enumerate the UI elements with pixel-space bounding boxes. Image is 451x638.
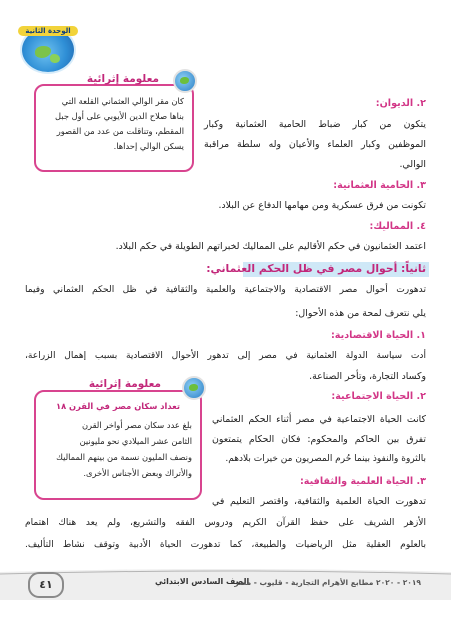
edition-label: ٢٠١٩ - ٢٠٢٠ مطابع الأهرام التجارية - قليوب - مصر [234,578,421,587]
science-line: بالعلوم العقلية مثل الرياضيات والطبيعة، كما تدهورت الحياة الأدبية وتوقف نشاط التأليف. [25,540,426,550]
diwan-line: يتكون من كبار ضباط الحامية العثمانية وكبار [204,119,426,130]
social-line: كانت الحياة الاجتماعية في مصر أثناء الحكم العثماني [212,414,426,425]
box2-line: والأتراك وبعض الأجناس الأخرى. [83,468,192,478]
mamluks-line: اعتمد العثمانيون في حكم الأقاليم على المماليك لخبراتهم الطويلة في حكم البلاد. [115,241,426,252]
social-line: بالثروة والنفوذ بينما حُرم المصريون من خيرات بلادهم. [225,454,426,464]
enrichment-box-2-text [44,417,192,481]
globe-icon [182,376,206,400]
science-line: الأزهر الشريف على حفظ القرآن الكريم ودروس الفقه والتشريع، ولم يعد هناك اهتمام [25,518,426,528]
grade-label: الصف السادس الابتدائي [155,577,250,586]
economic-line: وكساد التجارة، وتأخر الصناعة. [309,371,426,382]
unit-label: الوحدة الثانية [18,26,78,36]
box1-line: كان مقر الوالي العثماني القلعة التي [61,96,184,106]
mamluks-heading: ٤. المماليك: [369,221,426,232]
garrison-line: تكونت من فرق عسكرية ومن مهامها الدفاع عن البلاد. [218,200,426,211]
diwan-line: الموظفين وكبار العلماء والأعيان وله سلطة مراقبة [204,139,426,150]
box1-line: بناها صلاح الدين الأيوبي على أول جبل [55,111,184,121]
garrison-heading: ٣. الحامية العثمانية: [333,180,426,191]
enrichment-box-1-title: معلومة إثرائية [86,73,159,85]
box1-line: يسكن الوالي إحداها. [113,141,184,151]
social-heading: ٢. الحياة الاجتماعية: [331,391,426,402]
part2-line: تدهورت أحوال مصر الاقتصادية والاجتماعية والعلمية والثقافية في ظل الحكم العثماني وفيما [25,285,426,295]
part2-heading: ثانياً: أحوال مصر في ظل الحكم العثماني: [206,262,426,275]
globe-icon [173,69,197,93]
science-line: تدهورت الحياة العلمية والثقافية، واقتصر التعليم في [212,496,426,507]
economic-heading: ١. الحياة الاقتصادية: [330,330,426,341]
social-line: تفرق بين الحاكم والمحكوم: فكان الحكام يتمتعون [212,434,426,445]
box2-line: ونصف المليون نسمة من بينهم المماليك [56,452,192,462]
page-number: ٤١ [28,572,64,598]
part2-line: يلي نتعرف لمحة من هذه الأحوال: [295,308,426,319]
enrichment-box-1-text [44,94,184,154]
enrichment-box-2-subtitle: تعداد سكان مصر في القرن ١٨ [56,401,180,411]
box1-line: المقطم، وتناقلت من عدد من القصور [56,126,184,136]
enrichment-box-2-title: معلومة إثرائية [88,378,161,390]
economic-line: أدت سياسة الدولة العثمانية في مصر إلى تدهور الأحوال الاقتصادية بسبب إهمال الزراعة، [25,351,426,361]
diwan-heading: ٢. الديوان: [375,98,426,109]
box2-line: الثامن عشر الميلادي نحو مليونين [79,436,192,446]
science-heading: ٣. الحياة العلمية والثقافية: [299,476,426,487]
diwan-line: الوالي. [399,159,426,170]
box2-line: بلغ عدد سكان مصر أواخر القرن [81,420,192,430]
